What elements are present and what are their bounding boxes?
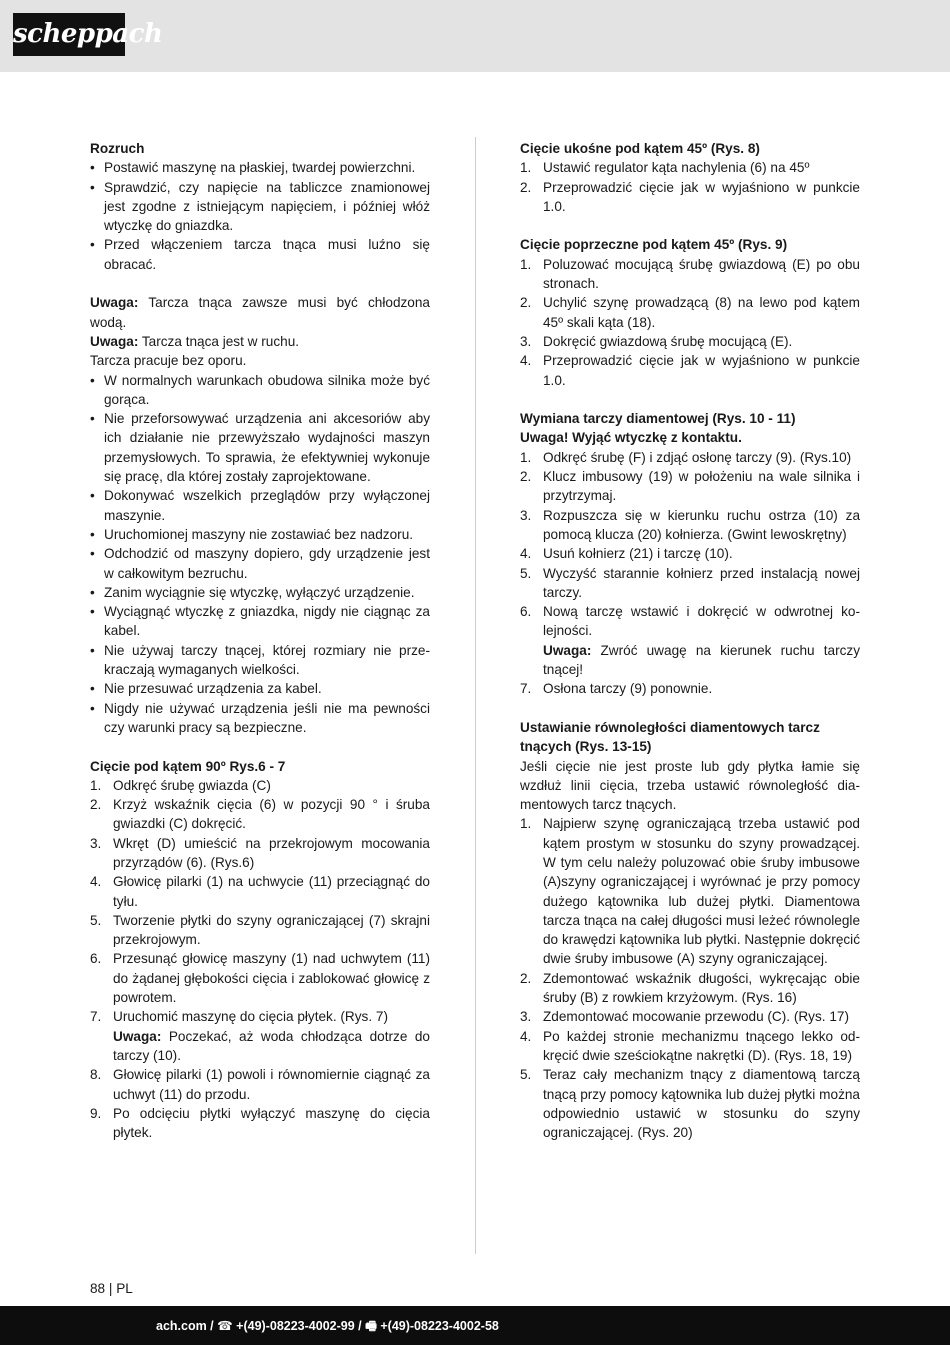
section-title-rozruch: Rozruch [90, 141, 145, 156]
list-item: • Uruchomionej maszyny nie zostawiać bez nadzoru. [90, 525, 430, 544]
list-item: 7. Osłona tarczy (9) ponownie. [520, 681, 713, 697]
list-item: 3. Wkręt (D) umieścić na przekrojowym mocowania przyrządów (6). (Rys.6) [90, 835, 430, 870]
list-item: 7. Uruchomić maszynę do cięcia płytek. (Rys. 7) Uwaga: Poczekać, aż woda chłodząca dotrze do tarczy (10). [90, 1009, 430, 1063]
list-item: 1. Ustawić regulator kąta nachylenia (6) na 45º [520, 160, 810, 176]
list-item: • Nie używaj tarczy tnącej, której rozmiary nie przekraczają wymaganych wielkości. [90, 641, 430, 680]
list-item: • W normalnych warunkach obudowa silnika może być gorąca. [90, 371, 430, 410]
note-cooling: Uwaga: Tarcza tnąca zawsze musi być chłodzona wodą. [90, 295, 430, 330]
list-item: 6. Nową tarczę wstawić i dokręcić w odwrotnej kolejności. Uwaga: Zwróć uwagę na kierunek ruchu tarczy tnącej! [520, 604, 860, 678]
list-item: 8. Głowicę pilarki (1) powoli i równomiernie ciągnąć za uchwyt (11) do przodu. [90, 1067, 430, 1102]
list-item: 4. Głowicę pilarki (1) na uchwycie (11) przeciągnąć do tyłu. [90, 874, 430, 909]
list-item: 2. Klucz imbusowy (19) w położeniu na wale silnika i przytrzymaj. [520, 469, 860, 504]
list-item: 6. Przesunąć głowicę maszyny (1) nad uchwytem (11) do żądanej głębokości cięcia i zablokować głowicę z powrotem. [90, 951, 430, 1006]
right-column [520, 139, 860, 1142]
rozruch-list [90, 158, 430, 274]
blade-warning: Uwaga! Wyjąć wtyczkę z kontaktu. [520, 430, 742, 446]
section-title-miter: Cięcie ukośne pod kątem 45º (Rys. 8) [520, 141, 760, 156]
list-item: • Postawić maszynę na płaskiej, twardej powierzchni. [90, 158, 430, 177]
footer-bar [0, 1306, 950, 1345]
section-title-parallel: Ustawianie równoległości diamentowych tarcz tnących (Rys. 13-15) [520, 719, 820, 755]
left-column [90, 139, 430, 1142]
list-item: • Dokonywać wszelkich przeglądów przy wyłączonej maszynie. [90, 486, 430, 525]
list-item: • Odchodzić od maszyny dopiero, gdy urządzenie jest w całkowitym bezruchu. [90, 544, 430, 583]
cross-list [520, 255, 860, 390]
footer-contact: ach.com / ☎ +(49)-08223-4002-99 / 🖷 +(49)-08223-4002-58 [156, 1319, 499, 1333]
page-number: 88 | PL [90, 1281, 133, 1296]
section-title-blade: Wymiana tarczy diamentowej (Rys. 10 - 11) [520, 411, 796, 427]
list-item: 3. Zdemontować mocowanie przewodu (C). (Rys. 17) [520, 1009, 849, 1025]
list-item: 5. Wyczyść starannie kołnierz przed instalacją nowej tarczy. [520, 565, 860, 600]
parallel-list [520, 814, 860, 1142]
miter-list [520, 158, 860, 216]
section-title-cut90: Cięcie pod kątem 90º Rys.6 - 7 [90, 758, 286, 774]
note-line: Tarcza pracuje bez oporu. [90, 353, 247, 369]
list-item: 2. Przeprowadzić cięcie jak w wyjaśniono w punkcie 1.0. [520, 179, 860, 214]
list-item: • Nigdy nie używać urządzenia jeśli nie ma pewności czy warunki pracy są bezpieczne. [90, 699, 430, 738]
parallel-intro: Jeśli cięcie nie jest proste lub gdy płytka łamie się wzdłuż linii cięcia, trzeba ustawić równoległość diamentowych tarcz tnących. [520, 758, 860, 813]
list-item: 4. Po każdej stronie mechanizmu tnącego lekko odkręcić dwie sześciokątne nakrętki (D). (Rys. 18, 19) [520, 1028, 860, 1063]
list-item: 9. Po odcięciu płytki wyłączyć maszynę do cięcia płytek. [90, 1105, 430, 1141]
brand-logo: scheppach [13, 13, 125, 56]
note-blade-motion: Uwaga: Tarcza tnąca jest w ruchu. [90, 333, 300, 349]
list-item: • Nie przesuwać urządzenia za kabel. [90, 679, 430, 698]
list-item: 1. Odkręć śrubę (F) i zdjąć osłonę tarczy (9). (Rys.10) [520, 449, 852, 465]
list-item: • Zanim wyciągnie się wtyczkę, wyłączyć urządzenie. [90, 583, 430, 602]
list-item: 2. Krzyż wskaźnik cięcia (6) w pozycji 90 ° i śruba gwiazdki (C) dokręcić. [90, 797, 430, 832]
list-item: • Wyciągnąć wtyczkę z gniazdka, nigdy nie ciągnąc za kabel. [90, 602, 430, 641]
section-title-cross: Cięcie poprzeczne pod kątem 45º (Rys. 9) [520, 237, 788, 253]
list-item: 1. Poluzować mocującą śrubę gwiazdową (E) po obu stronach. [520, 256, 860, 292]
list-item: 1. Najpierw szynę ograniczającą trzeba ustawić pod kątem prostym w stosunku do szyny prowadzącej. W tym celu należy poluzować obie śruby imbusowe (A)szyny ograniczającej i wyrównać je przy pomocy dużego kątownika lub dużej płytki. Diamentowa tarcza tnąca na całej długości musi leżeć równolegle do krawędzi kątownika lub płytki. Następnie dokręcić dwie śruby imbusowe (A) szyny ograniczającej. [520, 816, 860, 967]
cut90-list [90, 776, 430, 1143]
list-item: 4. Usuń kołnierz (21) i tarczę (10). [520, 546, 733, 562]
safety-list [90, 371, 430, 738]
list-item: 3. Rozpuszcza się w kierunku ruchu ostrza (10) za pomocą klucza (20) kołnierza. (Gwint lewoskrętny) [520, 507, 860, 542]
list-item: 2. Zdemontować wskaźnik długości, wykręcając obie śruby (B) z rowkiem krzyżowym. (Rys. 16) [520, 970, 860, 1006]
column-divider [475, 137, 476, 1254]
list-item: 5. Teraz cały mechanizm tnący z diamentową tarczą tnącą przy pomocy kątownika lub dużej płytki można odpowiednio ustawić w stosunku do szyny ograniczającej. (Rys. 20) [520, 1067, 860, 1141]
list-item: 3. Dokręcić gwiazdową śrubę mocującą (E). [520, 333, 793, 349]
list-item: 4. Przeprowadzić cięcie jak w wyjaśniono w punkcie 1.0. [520, 353, 860, 388]
blade-list [520, 448, 860, 699]
list-item: • Sprawdzić, czy napięcie na tabliczce znamionowej jest zgodne z istniejącym napięciem, i później włóż wtyczkę do gniazdka. [90, 178, 430, 236]
page-header [0, 0, 950, 72]
list-item: • Przed włączeniem tarcza tnąca musi luźno się obracać. [90, 235, 430, 274]
list-item: 1. Odkręć śrubę gwiazda (C) [90, 777, 271, 793]
list-item: 5. Tworzenie płytki do szyny ograniczającej (7) skrajni przekrojowym. [90, 912, 430, 948]
list-item: • Nie przeforsowywać urządzenia ani akcesoriów aby ich działanie nie przewyższało wydajności maszyn przemysłowych. To sprawia, że efektywniej wykonuje się pracę, dla której zostały zaprojektowane. [90, 409, 430, 486]
list-item: 2. Uchylić szynę prowadzącą (8) na lewo pod kątem 45º skali kąta (18). [520, 295, 860, 330]
